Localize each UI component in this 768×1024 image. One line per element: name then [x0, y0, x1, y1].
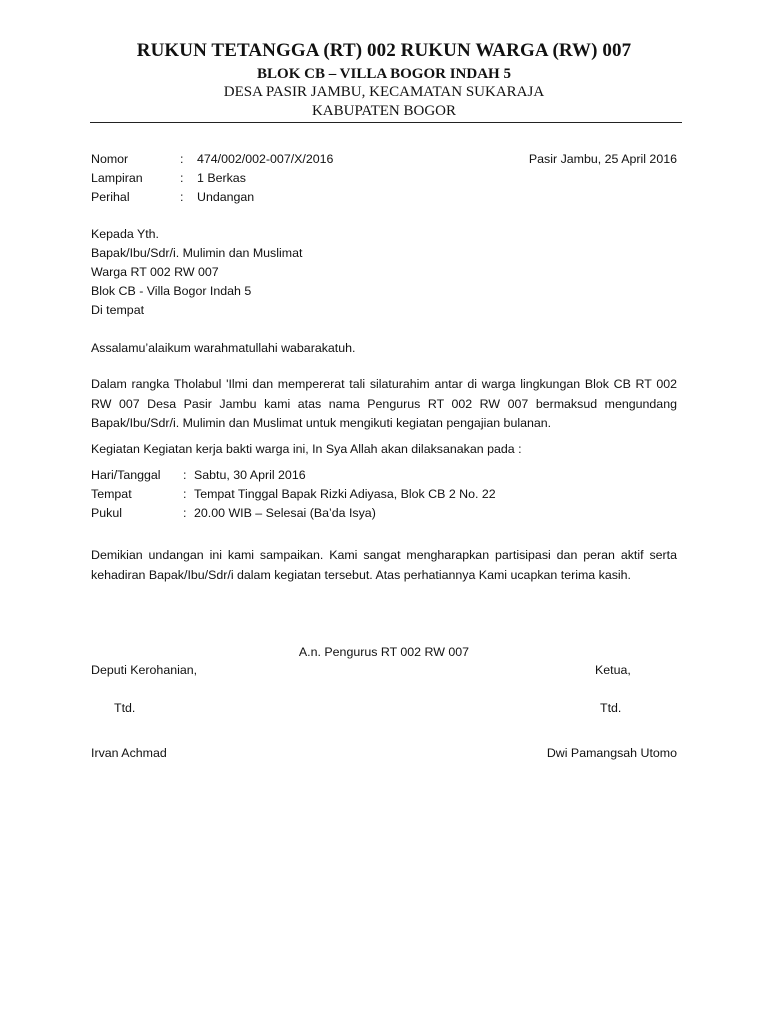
nomor-value: 474/002/002-007/X/2016 — [197, 152, 334, 166]
signer-right-name: Dwi Pamangsah Utomo — [546, 746, 677, 760]
lampiran-colon: : — [180, 171, 184, 185]
paragraph-invitation-line-3: Bapak/Ibu/Sdr/i. Mulimin dan Muslimat untuk mengikuti kegiatan pengajian bulanan. — [91, 416, 552, 430]
event-day-label: Hari/Tanggal — [91, 468, 161, 482]
letterhead-regency: KABUPATEN BOGOR — [311, 103, 457, 119]
greeting: Assalamu’alaikum warahmatullahi wabarakatuh. — [91, 341, 356, 355]
letterhead-subtitle: BLOK CB – VILLA BOGOR INDAH 5 — [257, 66, 511, 82]
event-place-value: Tempat Tinggal Bapak Rizki Adiyasa, Blok CB 2 No. 22 — [194, 487, 496, 501]
letterhead-divider — [90, 122, 682, 123]
event-time-colon: : — [183, 506, 187, 520]
event-intro: Kegiatan Kegiatan kerja bakti warga ini, In Sya Allah akan dilaksanakan pada : — [91, 442, 522, 456]
recipient-line-4: Blok CB - Villa Bogor Indah 5 — [91, 284, 252, 298]
recipient-line-5: Di tempat — [91, 303, 145, 317]
perihal-label: Perihal — [91, 190, 130, 204]
signer-right-title: Ketua, — [595, 663, 631, 677]
paragraph-closing-line-1: Demikian undangan ini kami sampaikan. Kami sangat mengharapkan partisipasi dan peran aktif serta — [91, 548, 677, 562]
on-behalf: A.n. Pengurus RT 002 RW 007 — [298, 645, 470, 659]
paragraph-invitation — [91, 375, 677, 434]
nomor-label: Nomor — [91, 152, 129, 166]
recipient-line-2: Bapak/Ibu/Sdr/i. Mulimin dan Muslimat — [91, 246, 303, 260]
recipient-line-1: Kepada Yth. — [91, 227, 159, 241]
letterhead-address: DESA PASIR JAMBU, KECAMATAN SUKARAJA — [223, 84, 545, 100]
lampiran-value: 1 Berkas — [197, 171, 246, 185]
event-place-colon: : — [183, 487, 187, 501]
letterhead-title: RUKUN TETANGGA (RT) 002 RUKUN WARGA (RW) 007 — [136, 40, 632, 61]
signer-left-ttd: Ttd. — [114, 701, 136, 715]
event-place-label: Tempat — [91, 487, 132, 501]
event-day-value: Sabtu, 30 April 2016 — [194, 468, 306, 482]
perihal-colon: : — [180, 190, 184, 204]
event-time-label: Pukul — [91, 506, 122, 520]
place-date: Pasir Jambu, 25 April 2016 — [528, 152, 677, 166]
signer-right-ttd: Ttd. — [600, 701, 622, 715]
perihal-value: Undangan — [197, 190, 255, 204]
signer-left-title: Deputi Kerohanian, — [91, 663, 198, 677]
paragraph-invitation-line-2: RW 007 Desa Pasir Jambu kami atas nama Pengurus RT 002 RW 007 bermaksud mengundang — [91, 396, 677, 411]
nomor-colon: : — [180, 152, 184, 166]
paragraph-invitation-line-1: Dalam rangka Tholabul 'Ilmi dan mempererat tali silaturahim antar di warga lingkungan Blok CB RT 002 — [91, 377, 677, 391]
event-time-value: 20.00 WIB – Selesai (Ba’da Isya) — [194, 506, 376, 520]
paragraph-closing — [91, 546, 677, 585]
paragraph-closing-line-2: kehadiran Bapak/Ibu/Sdr/i dalam kegiatan tersebut. Atas perhatiannya Kami ucapkan terima kasih. — [91, 567, 631, 582]
signer-left-name: Irvan Achmad — [91, 746, 167, 760]
recipient-line-3: Warga RT 002 RW 007 — [91, 265, 219, 279]
event-day-colon: : — [183, 468, 187, 482]
lampiran-label: Lampiran — [91, 171, 143, 185]
